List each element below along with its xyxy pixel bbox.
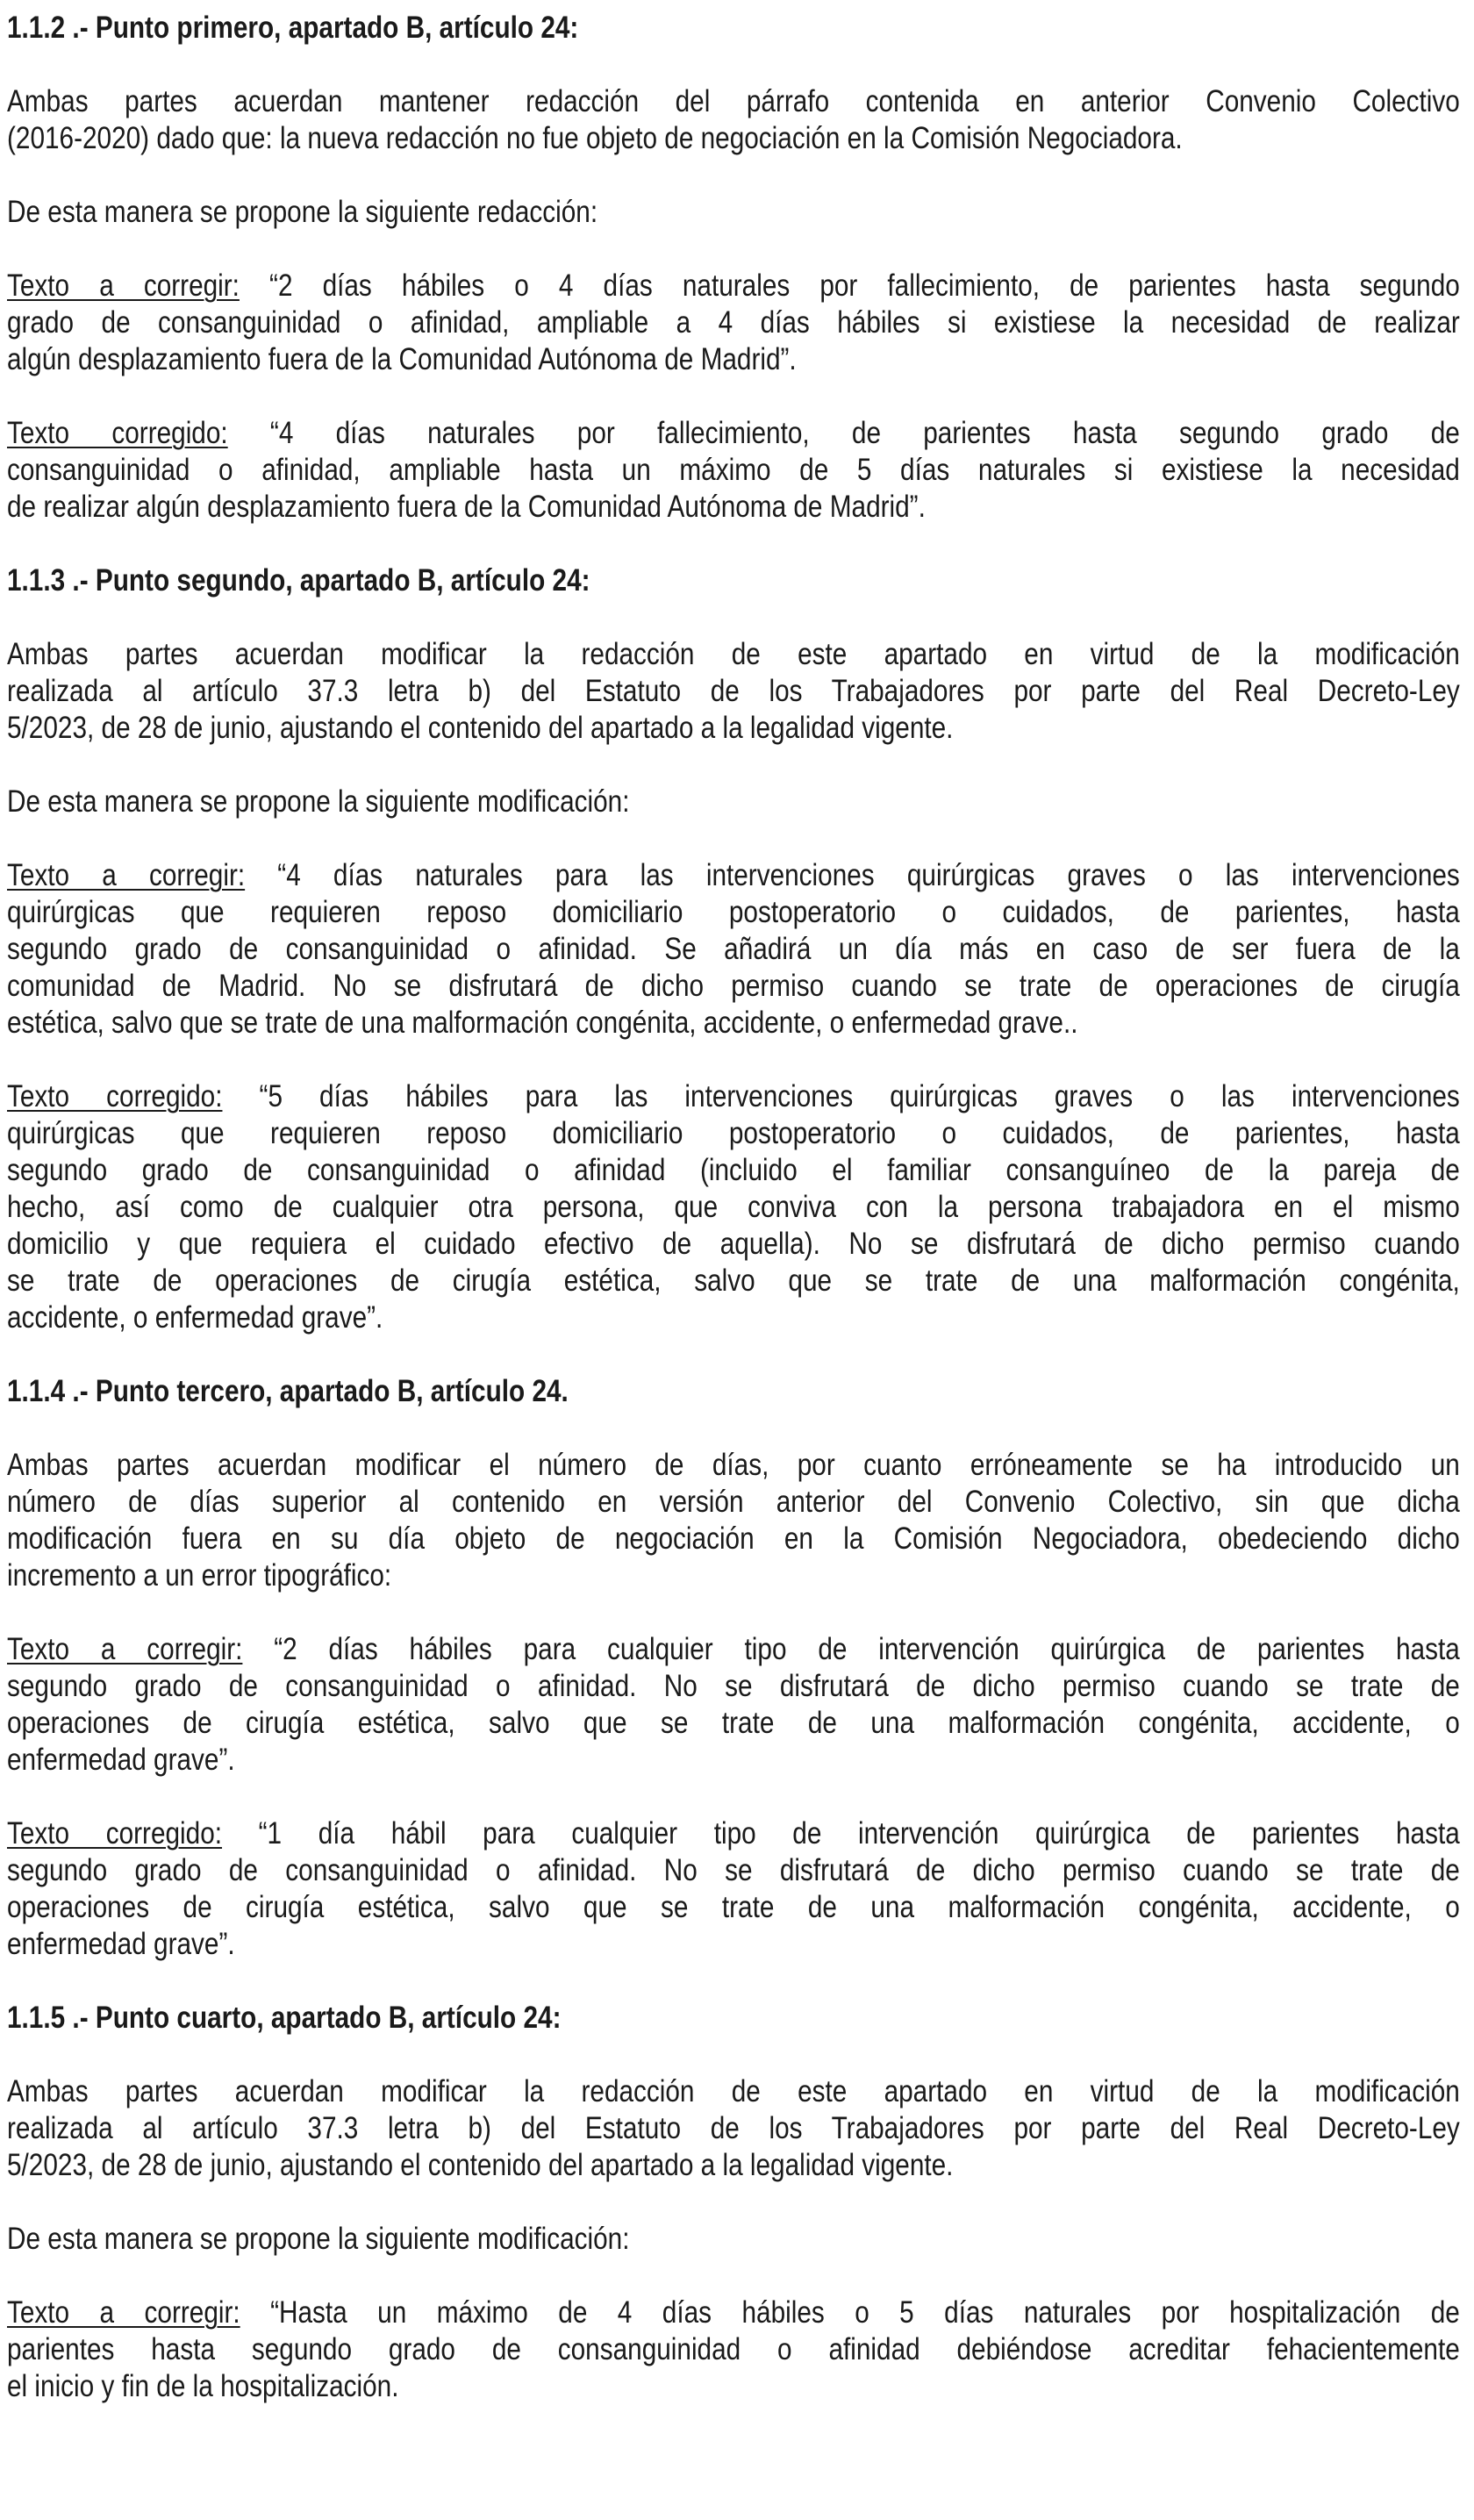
line-text: “1 día hábil para cualquier tipo de intervención quirúrgica de parientes hasta — [222, 1816, 1460, 1851]
line-text: “Hasta un máximo de 4 días hábiles o 5 días naturales por hospitalización de — [240, 2295, 1460, 2330]
text-line — [7, 894, 1460, 931]
line-text: quirúrgicas que requieren reposo domiciliario postoperatorio o cuidados, de parientes, hasta — [7, 895, 1460, 929]
line-text: De esta manera se propone la siguiente modificación: — [7, 2222, 630, 2256]
text-line — [7, 710, 1460, 747]
text-line — [7, 194, 1460, 231]
section-heading: 1.1.2 .- Punto primero, apartado B, artículo 24: — [7, 11, 579, 45]
text-line — [7, 1115, 1460, 1152]
body-paragraph — [7, 2073, 1460, 2184]
text-line — [7, 304, 1460, 341]
line-text: 5/2023, de 28 de junio, ajustando el contenido del apartado a la legalidad vigente. — [7, 2148, 954, 2182]
body-paragraph — [7, 83, 1460, 157]
line-text: segundo grado de consanguinidad o afinidad. No se disfrutará de dicho permiso cuando se trate de — [7, 1853, 1460, 1887]
text-line — [7, 1705, 1460, 1742]
line-text: “5 días hábiles para las intervenciones quirúrgicas graves o las intervenciones — [222, 1079, 1460, 1113]
text-line — [7, 968, 1460, 1005]
line-text: (2016-2020) dado que: la nueva redacción no fue objeto de negociación en la Comisión Negociadora. — [7, 121, 1183, 155]
text-line — [7, 1742, 1460, 1779]
text-line — [7, 1926, 1460, 1963]
line-text: segundo grado de consanguinidad o afinidad. No se disfrutará de dicho permiso cuando se trate de — [7, 1669, 1460, 1703]
line-text: estética, salvo que se trate de una malformación congénita, accidente, o enfermedad grave.. — [7, 1006, 1078, 1040]
text-line — [7, 2331, 1460, 2368]
underlined-label: Texto corregido: — [7, 1816, 223, 1851]
text-to-correct-paragraph — [7, 857, 1460, 1042]
line-text: operaciones de cirugía estética, salvo que se trate de una malformación congénita, accidente, o — [7, 1890, 1460, 1924]
text-line — [7, 341, 1460, 378]
text-to-correct-paragraph — [7, 1631, 1460, 1779]
text-line — [7, 2110, 1460, 2147]
body-paragraph — [7, 2221, 1460, 2258]
text-line — [7, 83, 1460, 120]
line-text: De esta manera se propone la siguiente modificación: — [7, 784, 630, 819]
text-line — [7, 489, 1460, 526]
text-line — [7, 1557, 1460, 1594]
body-paragraph — [7, 636, 1460, 747]
section-heading: 1.1.4 .- Punto tercero, apartado B, artículo 24. — [7, 1374, 569, 1408]
text-line — [7, 1299, 1460, 1336]
text-line — [7, 784, 1460, 820]
text-line — [7, 1852, 1460, 1889]
text-line — [7, 1889, 1460, 1926]
text-line — [7, 1005, 1460, 1042]
line-text: grado de consanguinidad o afinidad, ampliable a 4 días hábiles si existiese la necesidad de realizar — [7, 305, 1460, 340]
text-line — [7, 931, 1460, 968]
text-line — [7, 1189, 1460, 1226]
text-line — [7, 1447, 1460, 1484]
line-text: enfermedad grave”. — [7, 1927, 235, 1961]
section-heading: 1.1.5 .- Punto cuarto, apartado B, artículo 24: — [7, 2001, 562, 2035]
line-text: se trate de operaciones de cirugía estética, salvo que se trate de una malformación congénita, — [7, 1264, 1460, 1298]
line-text: Ambas partes acuerdan mantener redacción del párrafo contenida en anterior Convenio Colectivo — [7, 84, 1460, 118]
text-line — [7, 1263, 1460, 1299]
line-text: incremento a un error tipográfico: — [7, 1558, 392, 1593]
line-text: “2 días hábiles o 4 días naturales por fallecimiento, de parientes hasta segundo — [239, 268, 1460, 303]
line-text: accidente, o enfermedad grave”. — [7, 1300, 383, 1335]
text-to-correct-paragraph — [7, 268, 1460, 378]
line-text: Ambas partes acuerdan modificar la redacción de este apartado en virtud de la modificación — [7, 637, 1460, 671]
line-text: quirúrgicas que requieren reposo domiciliario postoperatorio o cuidados, de parientes, hasta — [7, 1116, 1460, 1150]
line-text: operaciones de cirugía estética, salvo que se trate de una malformación congénita, accidente, o — [7, 1706, 1460, 1740]
text-to-correct-paragraph — [7, 2294, 1460, 2405]
line-text: domicilio y que requiera el cuidado efectivo de aquella). No se disfrutará de dicho permiso cuando — [7, 1227, 1460, 1261]
text-line — [7, 1226, 1460, 1263]
text-line — [7, 415, 1460, 452]
line-text: realizada al artículo 37.3 letra b) del Estatuto de los Trabajadores por parte del Real Decreto-Ley — [7, 2111, 1460, 2145]
text-line — [7, 1484, 1460, 1521]
line-text: hecho, así como de cualquier otra persona, que conviva con la persona trabajadora en el mismo — [7, 1190, 1460, 1224]
line-text: “4 días naturales para las intervenciones quirúrgicas graves o las intervenciones — [245, 858, 1460, 892]
text-line — [7, 2147, 1460, 2184]
underlined-label: Texto a corregir: — [7, 1632, 243, 1666]
line-text: el inicio y fin de la hospitalización. — [7, 2369, 399, 2403]
line-text: parientes hasta segundo grado de consanguinidad o afinidad debiéndose acreditar fehacientemente — [7, 2332, 1460, 2366]
body-paragraph — [7, 784, 1460, 820]
text-line — [7, 1631, 1460, 1668]
body-paragraph — [7, 1447, 1460, 1594]
line-text: 5/2023, de 28 de junio, ajustando el contenido del apartado a la legalidad vigente. — [7, 711, 954, 745]
text-line — [7, 452, 1460, 489]
text-line — [7, 2221, 1460, 2258]
line-text: número de días superior al contenido en versión anterior del Convenio Colectivo, sin que dicha — [7, 1485, 1460, 1519]
line-text: comunidad de Madrid. No se disfrutará de dicho permiso cuando se trate de operaciones de cirugía — [7, 969, 1460, 1003]
text-line — [7, 268, 1460, 304]
underlined-label: Texto a corregir: — [7, 2295, 240, 2330]
corrected-text-paragraph — [7, 415, 1460, 526]
underlined-label: Texto a corregir: — [7, 268, 240, 303]
line-text: algún desplazamiento fuera de la Comunidad Autónoma de Madrid”. — [7, 342, 797, 376]
line-text: enfermedad grave”. — [7, 1743, 235, 1777]
text-line — [7, 120, 1460, 157]
underlined-label: Texto corregido: — [7, 416, 228, 450]
line-text: Ambas partes acuerdan modificar el número de días, por cuanto erróneamente se ha introducido un — [7, 1448, 1460, 1482]
text-line — [7, 1521, 1460, 1557]
section-heading: 1.1.3 .- Punto segundo, apartado B, artículo 24: — [7, 563, 590, 598]
document-section — [7, 562, 1460, 1336]
line-text: De esta manera se propone la siguiente redacción: — [7, 195, 598, 229]
line-text: modificación fuera en su día objeto de negociación en la Comisión Negociadora, obedeciendo dicho — [7, 1521, 1460, 1556]
text-line — [7, 1668, 1460, 1705]
text-line — [7, 1152, 1460, 1189]
line-text: segundo grado de consanguinidad o afinidad. Se añadirá un día más en caso de ser fuera de la — [7, 932, 1460, 966]
line-text: “2 días hábiles para cualquier tipo de intervención quirúrgica de parientes hasta — [242, 1632, 1460, 1666]
corrected-text-paragraph — [7, 1078, 1460, 1336]
line-text: Ambas partes acuerdan modificar la redacción de este apartado en virtud de la modificación — [7, 2074, 1460, 2108]
document-section — [7, 2000, 1460, 2405]
body-paragraph — [7, 194, 1460, 231]
document-section — [7, 10, 1460, 526]
underlined-label: Texto a corregir: — [7, 858, 246, 892]
line-text: “4 días naturales por fallecimiento, de parientes hasta segundo grado de — [227, 416, 1460, 450]
line-text: consanguinidad o afinidad, ampliable hasta un máximo de 5 días naturales si existiese la necesidad — [7, 453, 1460, 487]
text-line — [7, 673, 1460, 710]
line-text: realizada al artículo 37.3 letra b) del Estatuto de los Trabajadores por parte del Real Decreto-Ley — [7, 674, 1460, 708]
text-line — [7, 2294, 1460, 2331]
text-line — [7, 2073, 1460, 2110]
text-line — [7, 636, 1460, 673]
underlined-label: Texto corregido: — [7, 1079, 223, 1113]
text-line — [7, 857, 1460, 894]
corrected-text-paragraph — [7, 1815, 1460, 1963]
text-line — [7, 2368, 1460, 2405]
text-line — [7, 1078, 1460, 1115]
line-text: segundo grado de consanguinidad o afinidad (incluido el familiar consanguíneo de la pareja de — [7, 1153, 1460, 1187]
document-section — [7, 1373, 1460, 1963]
text-line — [7, 1815, 1460, 1852]
line-text: de realizar algún desplazamiento fuera de la Comunidad Autónoma de Madrid”. — [7, 490, 926, 524]
document-page — [7, 10, 1460, 2442]
